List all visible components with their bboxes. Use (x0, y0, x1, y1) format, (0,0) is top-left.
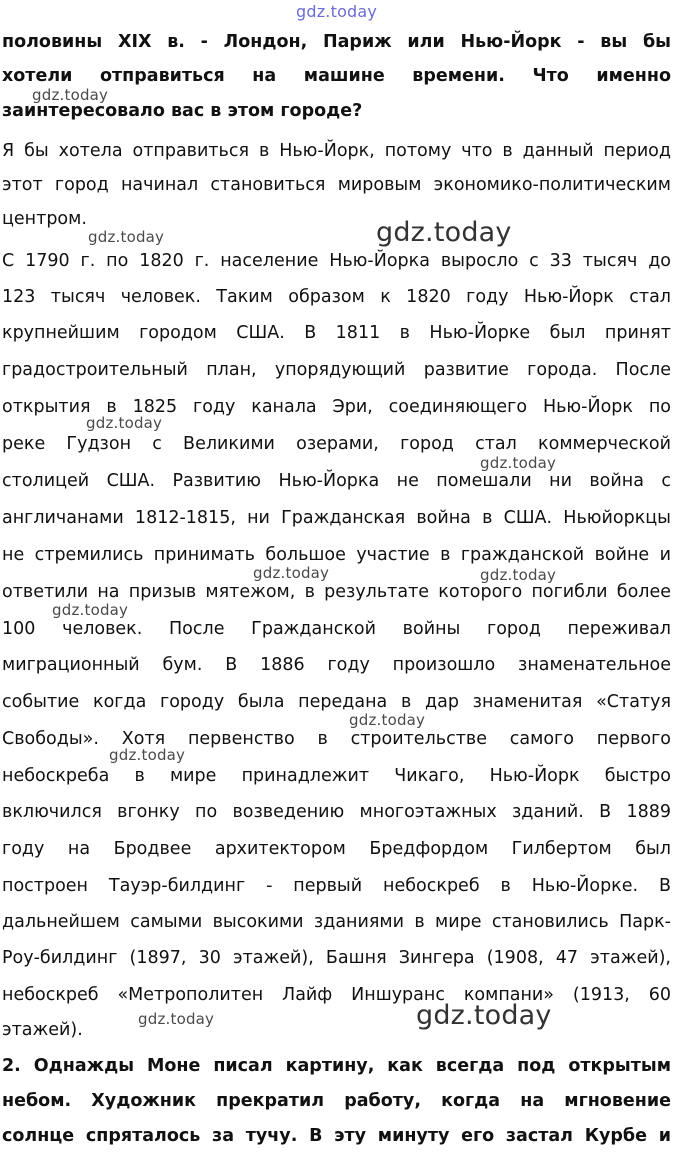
question-line: заинтересовало вас в этом городе? (2, 101, 363, 121)
answer-line: не стремились принимать большое участие в гражданской войне и (2, 545, 671, 565)
answer-line: ответили на призыв мятежом, в результате которого погибли более (2, 582, 671, 602)
answer-line: миграционный бум. В 1886 году произошло знаменательное (2, 655, 671, 675)
answer-line: дальнейшем самыми высокими зданиями в мире становились Парк- (2, 912, 671, 932)
answer-line: году на Бродвее архитектором Бредфордом Гилбертом был (2, 839, 671, 859)
answer-line: реке Гудзон с Великими озерами, город стал коммерческой (2, 434, 671, 454)
watermark-top: gdz.today (296, 2, 378, 21)
watermark: gdz.today (480, 454, 557, 472)
question-line: солнце спряталось за тучу. В эту минуту его застал Курбе и (2, 1126, 671, 1146)
watermark-large: gdz.today (416, 1000, 552, 1031)
answer-line: небоскреб «Метрополитен Лайф Иншуранс компани» (1913, 60 (2, 985, 671, 1005)
watermark: gdz.today (253, 564, 330, 582)
watermark: gdz.today (138, 1010, 215, 1028)
answer-line: градостроительный план, упорядующий развитие города. После (2, 360, 671, 380)
watermark: gdz.today (86, 414, 163, 432)
answer-line: этажей). (2, 1020, 83, 1040)
watermark-large: gdz.today (376, 217, 512, 248)
watermark: gdz.today (349, 711, 426, 729)
question-line: 2. Однажды Моне писал картину, как всегда под открытым (2, 1056, 671, 1076)
watermark: gdz.today (88, 228, 165, 246)
answer-line: столицей США. Развитию Нью-Йорка не помешали ни война с (2, 471, 671, 491)
question-line: половины XIX в. - Лондон, Париж или Нью-Йорк - вы бы (2, 32, 671, 52)
answer-line: 123 тысяч человек. Таким образом к 1820 году Нью-Йорк стал (2, 287, 671, 307)
watermark: gdz.today (480, 566, 557, 584)
answer-line: построен Тауэр-билдинг - первый небоскреб в Нью-Йорке. В (2, 876, 671, 896)
answer-line: Роу-билдинг (1897, 30 этажей), Башня Зингера (1908, 47 этажей), (2, 948, 671, 968)
answer-line: Я бы хотела отправиться в Нью-Йорк, потому что в данный период (2, 141, 671, 161)
answer-line: С 1790 г. по 1820 г. население Нью-Йорка выросло с 33 тысяч до (2, 251, 671, 271)
answer-line: небоскреба в мире принадлежит Чикаго, Нью-Йорк быстро (2, 766, 671, 786)
answer-line: англичанами 1812-1815, ни Гражданская война в США. Ньюйоркцы (2, 508, 671, 528)
answer-line: открытия в 1825 году канала Эри, соединяющего Нью-Йорк по (2, 397, 671, 417)
watermark: gdz.today (52, 601, 129, 619)
answer-line: центром. (2, 209, 87, 229)
answer-line: Свободы». Хотя первенство в строительстве самого первого (2, 729, 671, 749)
answer-line: крупнейшим городом США. В 1811 в Нью-Йорке был принят (2, 323, 671, 343)
answer-line: событие когда городу была передана в дар знаменитая «Статуя (2, 692, 671, 712)
answer-line: этот город начинал становиться мировым экономико-политическим (2, 175, 671, 195)
answer-line: 100 человек. После Гражданской войны город переживал (2, 619, 671, 639)
watermark: gdz.today (32, 86, 109, 104)
question-line: хотели отправиться на машине времени. Что именно (2, 66, 671, 86)
watermark: gdz.today (109, 746, 186, 764)
answer-line: включился вгонку по возведению многоэтажных зданий. В 1889 (2, 802, 671, 822)
question-line: небом. Художник прекратил работу, когда на мгновение (2, 1091, 671, 1111)
